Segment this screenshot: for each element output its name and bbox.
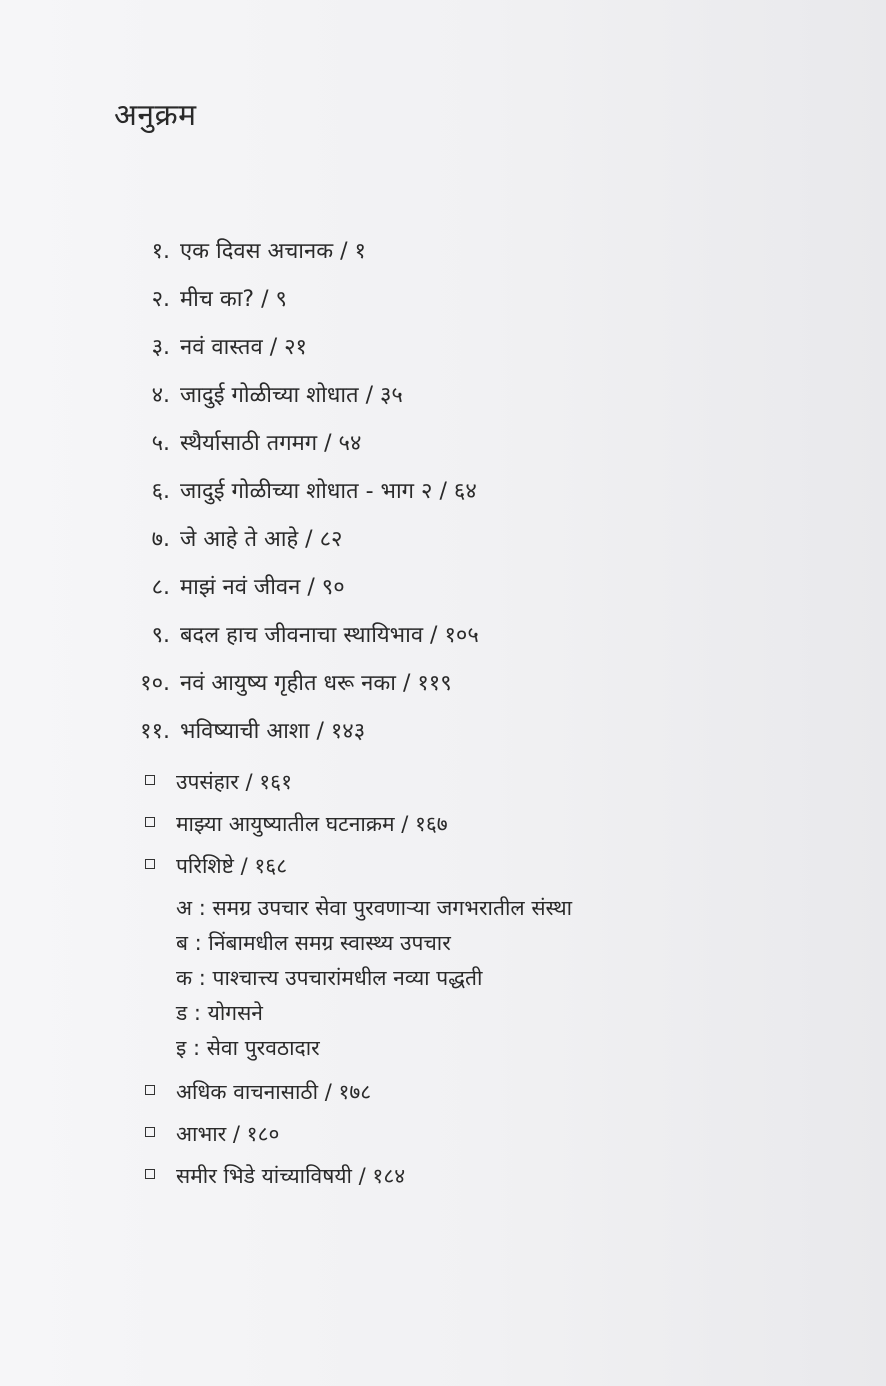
appendix-title: ड : योगसने	[176, 1001, 263, 1025]
square-bullet-icon	[145, 1169, 155, 1179]
back-matter-entry	[0, 846, 886, 888]
chapter-title: एक दिवस अचानक / १	[180, 239, 366, 264]
appendix-title: इ : सेवा पुरवठादार	[176, 1036, 320, 1060]
chapter-title: भविष्याची आशा / १४३	[180, 719, 366, 744]
chapter-title: मीच का? / ९	[180, 287, 287, 312]
square-bullet-icon	[145, 775, 155, 785]
chapter-number: ६.	[151, 479, 170, 504]
back-matter-entry	[0, 762, 886, 804]
back-matter-list-continued	[0, 1072, 886, 1198]
square-bullet-icon	[145, 859, 155, 869]
chapter-title: माझं नवं जीवन / ९०	[180, 575, 345, 600]
square-bullet-icon	[145, 1127, 155, 1137]
back-matter-title: माझ्या आयुष्यातील घटनाक्रम / १६७	[176, 812, 448, 836]
square-bullet-icon	[145, 817, 155, 827]
chapter-number: ९.	[151, 623, 170, 648]
back-matter-entry	[0, 1114, 886, 1156]
chapter-entry	[0, 712, 886, 760]
chapter-title: जादुई गोळीच्या शोधात - भाग २ / ६४	[180, 479, 477, 504]
appendix-title: क : पाश्चात्त्य उपचारांमधील नव्या पद्धती	[176, 966, 483, 990]
chapter-number: ५.	[151, 431, 170, 456]
back-matter-title: अधिक वाचनासाठी / १७८	[176, 1080, 372, 1104]
back-matter-title: समीर भिडे यांच्याविषयी / १८४	[176, 1164, 406, 1188]
appendix-entry	[0, 995, 886, 1030]
chapter-entry	[0, 568, 886, 616]
chapter-title: बदल हाच जीवनाचा स्थायिभाव / १०५	[180, 623, 479, 648]
chapter-number: २.	[151, 287, 170, 312]
chapter-entry	[0, 328, 886, 376]
chapter-number: ३.	[151, 335, 170, 360]
chapter-number: १.	[151, 239, 170, 264]
chapter-entry	[0, 280, 886, 328]
square-bullet-icon	[145, 1085, 155, 1095]
chapter-entry	[0, 616, 886, 664]
chapter-entry	[0, 232, 886, 280]
chapter-number: ७.	[151, 527, 170, 552]
chapter-number: १०.	[140, 671, 170, 696]
back-matter-entry	[0, 1072, 886, 1114]
appendix-title: अ : समग्र उपचार सेवा पुरवणाऱ्या जगभरातील संस्था	[176, 896, 573, 920]
contents-heading: अनुक्रम	[114, 98, 197, 133]
appendix-entry	[0, 925, 886, 960]
back-matter-title: उपसंहार / १६१	[176, 770, 292, 794]
back-matter-title: परिशिष्टे / १६८	[176, 854, 288, 878]
appendix-entry	[0, 890, 886, 925]
chapter-number: ४.	[151, 383, 170, 408]
chapter-title: जादुई गोळीच्या शोधात / ३५	[180, 383, 403, 408]
back-matter-entry	[0, 1156, 886, 1198]
chapter-entry	[0, 376, 886, 424]
chapter-title: नवं आयुष्य गृहीत धरू नका / ११९	[180, 671, 452, 696]
back-matter-list	[0, 762, 886, 888]
appendix-title: ब : निंबामधील समग्र स्वास्थ्य उपचार	[176, 931, 451, 955]
appendix-entry	[0, 960, 886, 995]
chapter-list	[0, 232, 886, 760]
chapter-title: जे आहे ते आहे / ८२	[180, 527, 343, 552]
chapter-entry	[0, 664, 886, 712]
chapter-number: ८.	[151, 575, 170, 600]
chapter-title: स्थैर्यासाठी तगमग / ५४	[180, 431, 362, 456]
chapter-entry	[0, 472, 886, 520]
chapter-entry	[0, 520, 886, 568]
chapter-title: नवं वास्तव / २१	[180, 335, 307, 360]
back-matter-entry	[0, 804, 886, 846]
chapter-number: ११.	[140, 719, 170, 744]
appendix-entry	[0, 1030, 886, 1065]
back-matter-title: आभार / १८०	[176, 1122, 280, 1146]
chapter-entry	[0, 424, 886, 472]
appendix-list	[0, 890, 886, 1065]
